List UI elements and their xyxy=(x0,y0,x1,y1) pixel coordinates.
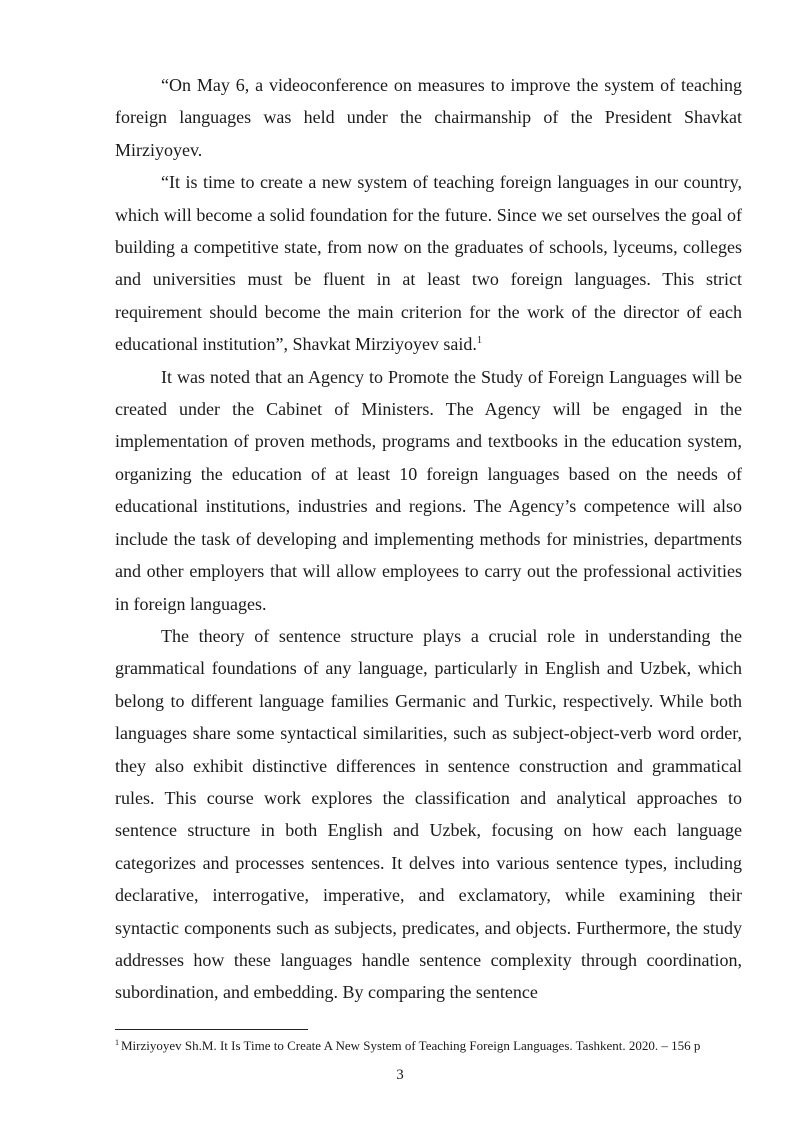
quote-text: “It is time to create a new system of teaching foreign languages in our country, which will become a solid foundation for the future. Since we set ourselves the goal of building a competitive state, from now on the graduates of schools, lyceums, colleges and universities must be fluent in at least two foreign languages. This strict requirement should become the main criterion for the work of the director of each educational institution”, Shavkat Mirziyoyev said. xyxy=(115,172,742,355)
page-number: 3 xyxy=(396,1067,404,1083)
footnote xyxy=(115,1037,755,1055)
paragraph-agency: It was noted that an Agency to Promote the Study of Foreign Languages will be created under the Cabinet of Ministers. The Agency will be engaged in the implementation of proven methods, programs and textbooks in the education system, organizing the education of at least 10 foreign languages based on the needs of educational institutions, industries and regions. The Agency’s competence will also include the task of developing and implementing methods for ministries, departments and other employers that will allow employees to carry out the professional activities in foreign languages. xyxy=(115,366,742,614)
footnote-reference[interactable]: 1 xyxy=(476,335,482,347)
body-text xyxy=(115,69,742,1009)
paragraph-quote xyxy=(115,166,742,360)
footnote-text: Mirziyoyev Sh.M. It Is Time to Create A New System of Teaching Foreign Languages. Tashkent. 2020. – 156 p xyxy=(121,1038,701,1053)
footnote-divider xyxy=(115,1029,308,1030)
paragraph-sentence-theory: The theory of sentence structure plays a crucial role in understanding the grammatical foundations of any language, particularly in English and Uzbek, which belong to different language families Germanic and Turkic, respectively. While both languages share some syntactical similarities, such as subject-object-verb word order, they also exhibit distinctive differences in sentence construction and grammatical rules. This course work explores the classification and analytical approaches to sentence structure in both English and Uzbek, focusing on how each language categorizes and processes sentences. It delves into various sentence types, including declarative, interrogative, imperative, and exclamatory, while examining their syntactic components such as subjects, predicates, and objects. Furthermore, the study addresses how these languages handle sentence complexity through coordination, subordination, and embedding. By comparing the sentence xyxy=(115,625,742,1003)
footnote-mark: 1 xyxy=(115,1037,119,1047)
paragraph-videoconference: “On May 6, a videoconference on measures to improve the system of teaching foreign languages was held under the chairmanship of the President Shavkat Mirziyoyev. xyxy=(115,75,742,160)
